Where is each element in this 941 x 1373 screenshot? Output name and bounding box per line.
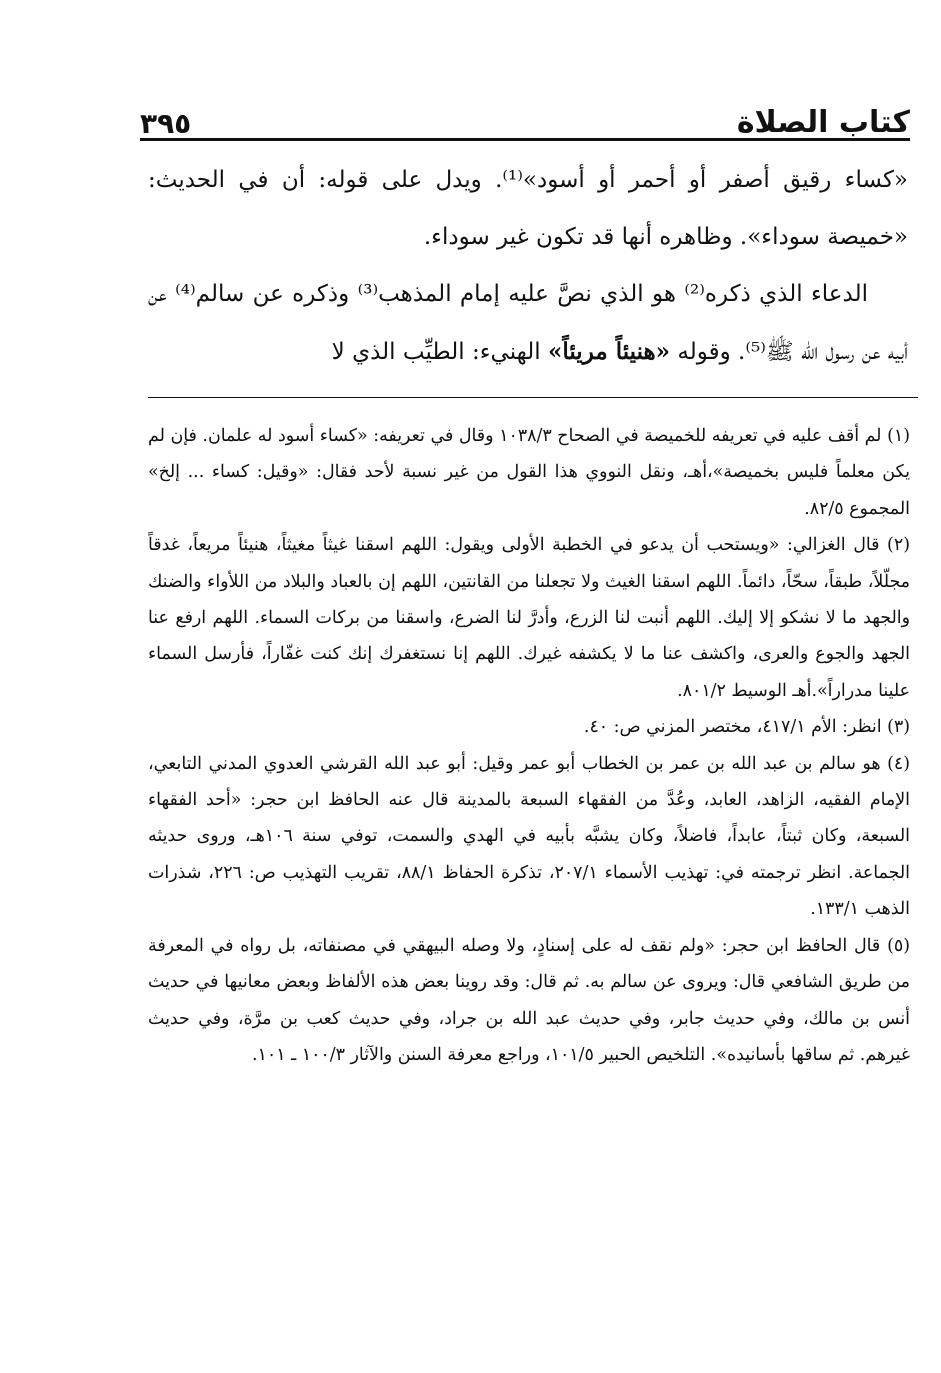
header-rule [140,138,910,141]
quoted-phrase: «هنيئاً مريئاً» [547,338,671,365]
paragraph-2-text-a: الدعاء الذي ذكره⁽²⁾ هو الذي نصَّ عليه إمام المذهب⁽³⁾ وذكره عن سالم⁽⁴⁾ عن أبيه عن رسول الله ﷺ⁽⁵⁾. وقوله [148,281,908,365]
main-paragraph-2 [148,266,908,381]
footnote-4: (٤) هو سالم بن عبد الله بن عمر بن الخطاب أبو عمر وقيل: أبو عبد الله القرشي العدوي المدني التابعي، الإمام الفقيه، الزاهد، العابد، وعُدَّ من الفقهاء السبعة بالمدينة قال عنه الحافظ ابن حجر: «أحد الفقهاء السبعة، وكان ثبتاً، عابداً، فاضلاً، وكان يشبَّه بأبيه في الهدي والسمت، توفي سنة ١٠٦هـ، وروى حديثه الجماعة. انظر ترجمته في: تهذيب الأسماء ٢٠٧/١، تذكرة الحفاظ ٨٨/١، تقريب التهذيب ص: ٢٢٦، شذرات الذهب ١٣٣/١. [148,753,911,920]
paragraph-2-text-b: الهنيء: الطيِّب الذي لا [331,339,548,365]
main-paragraph-1: «كساء رقيق أصفر أو أحمر أو أسود»⁽¹⁾. ويدل على قوله: أن في الحديث: «خميصة سوداء». وظاهره أنها قد تكون غير سوداء. [148,167,908,250]
footnote-separator [148,397,918,398]
footnote-2: (٢) قال الغزالي: «ويستحب أن يدعو في الخطبة الأولى ويقول: اللهم اسقنا غيثاً مغيثاً، هنيئاً مريعاً، غدقاً مجلّلاً، طبقاً، سحّاً، دائماً. اللهم اسقنا الغيث ولا تجعلنا من القانتين، اللهم إن بالعباد والبلاد من اللأواء والضنك والجهد ما لا نشكو إلا إليك. اللهم أنبت لنا الزرع، وأدرَّ لنا الضرع، واسقنا من بركات السماء. اللهم ارفع عنا الجهد والجوع والعرى، واكشف عنا ما لا يكشفه غيرك. اللهم إنا نستغفرك إنك كنت غفّاراً، فأرسل السماء علينا مدراراً».أهـ الوسيط ٨٠١/٢. [148,535,910,701]
footnote-1: (١) لم أقف عليه في تعريفه للخميصة في الصحاح ١٠٣٨/٣ وقال في تعريفه: «كساء أسود له علمان. فإن لم يكن معلماً فليس بخميصة»،أهـ، ونقل النووي هذا القول من غير نسبة لأحد فقال: «وقيل: كساء ... إلخ» المجموع ٨٢/٥. [148,426,910,519]
footnote-5: (٥) قال الحافظ ابن حجر: «ولم نقف له على إسنادٍ، ولا وصله البيهقي في مصنفاته، بل رواه في المعرفة من طريق الشافعي قال: ويروى عن سالم به. ثم قال: وقد روينا بعض هذه الألفاظ وبعض معانيها في حديث أنس بن مالك، وفي حديث جابر، وفي حديث عبد الله بن جراد، وفي حديث كعب بن مرَّة، وفي حديث غيرهم. ثم ساقها بأسانيده». التلخيص الحبير ١٠١/٥، وراجع معرفة السنن والآثار ١٠٠/٣ ـ ١٠١. [148,935,910,1065]
footnote-3: (٣) انظر: الأم ٤١٧/١، مختصر المزني ص: ٤٠. [583,717,910,738]
running-header [140,88,910,140]
chapter-title: كتاب الصلاة [736,105,910,140]
main-text [148,152,908,381]
footnotes [148,418,910,1073]
page-number: ٣٩٥ [140,107,192,140]
